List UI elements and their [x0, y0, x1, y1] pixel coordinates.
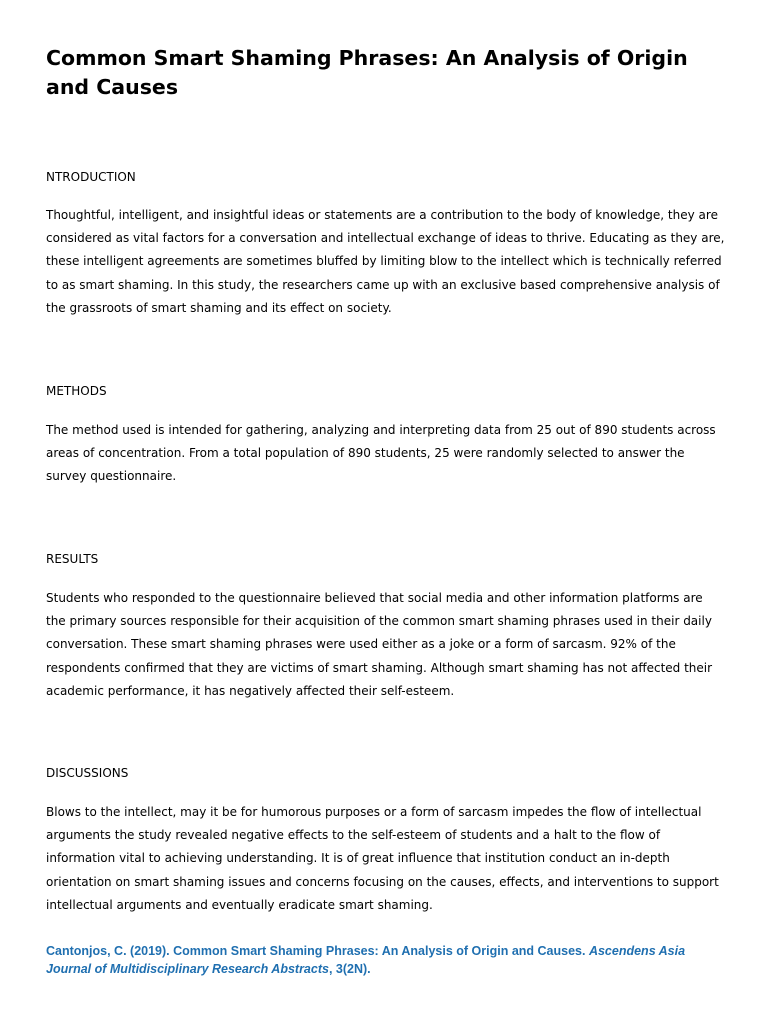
document-title: Common Smart Shaming Phrases: An Analysis of Origin and Causes	[46, 46, 688, 99]
section-heading-introduction: NTRODUCTION	[46, 170, 136, 184]
citation	[46, 942, 726, 978]
document-page	[46, 44, 726, 976]
section-body-methods: The method used is intended for gathering, analyzing and interpreting data from 25 out of 890 students across areas of concentration. From a total population of 890 students, 25 were randomly selected to answer the survey questionnaire.	[46, 423, 716, 484]
section-body-results: Students who responded to the questionnaire believed that social media and other information platforms are the primary sources responsible for their acquisition of the common smart shaming phrases used in their daily conversation. These smart shaming phrases were used either as a joke or a form of sarcasm. 92% of the respondents confirmed that they are victims of smart shaming. Although smart shaming has not affected their academic performance, it has negatively affected their self-esteem.	[46, 591, 713, 698]
section-body-introduction: Thoughtful, intelligent, and insightful ideas or statements are a contribution to the body of knowledge, they are considered as vital factors for a conversation and intellectual exchange of ideas to thrive. Educating as they are, these intelligent agreements are sometimes bluffed by limiting blow to the intellect which is technically referred to as smart shaming. In this study, the researchers came up with an exclusive based comprehensive analysis of the grassroots of smart shaming and its effect on society.	[46, 208, 725, 315]
section-body-discussions: Blows to the intellect, may it be for humorous purposes or a form of sarcasm impedes the flow of intellectual arguments the study revealed negative effects to the self-esteem of students and a halt to the flow of information vital to achieving understanding. It is of great influence that institution conduct an in-depth orientation on smart shaming issues and concerns focusing on the causes, effects, and interventions to support intellectual arguments and eventually eradicate smart shaming.	[46, 805, 719, 912]
citation-text: Cantonjos, C. (2019). Common Smart Shaming Phrases: An Analysis of Origin and Causes.	[46, 944, 589, 958]
section-heading-results: RESULTS	[46, 552, 99, 566]
section-heading-discussions: DISCUSSIONS	[46, 766, 129, 780]
citation-volume: , 3(2N).	[328, 962, 371, 976]
citation-journal: Ascendens Asia Journal of Multidisciplinary Research Abstracts	[46, 944, 686, 976]
section-heading-methods: METHODS	[46, 384, 107, 398]
